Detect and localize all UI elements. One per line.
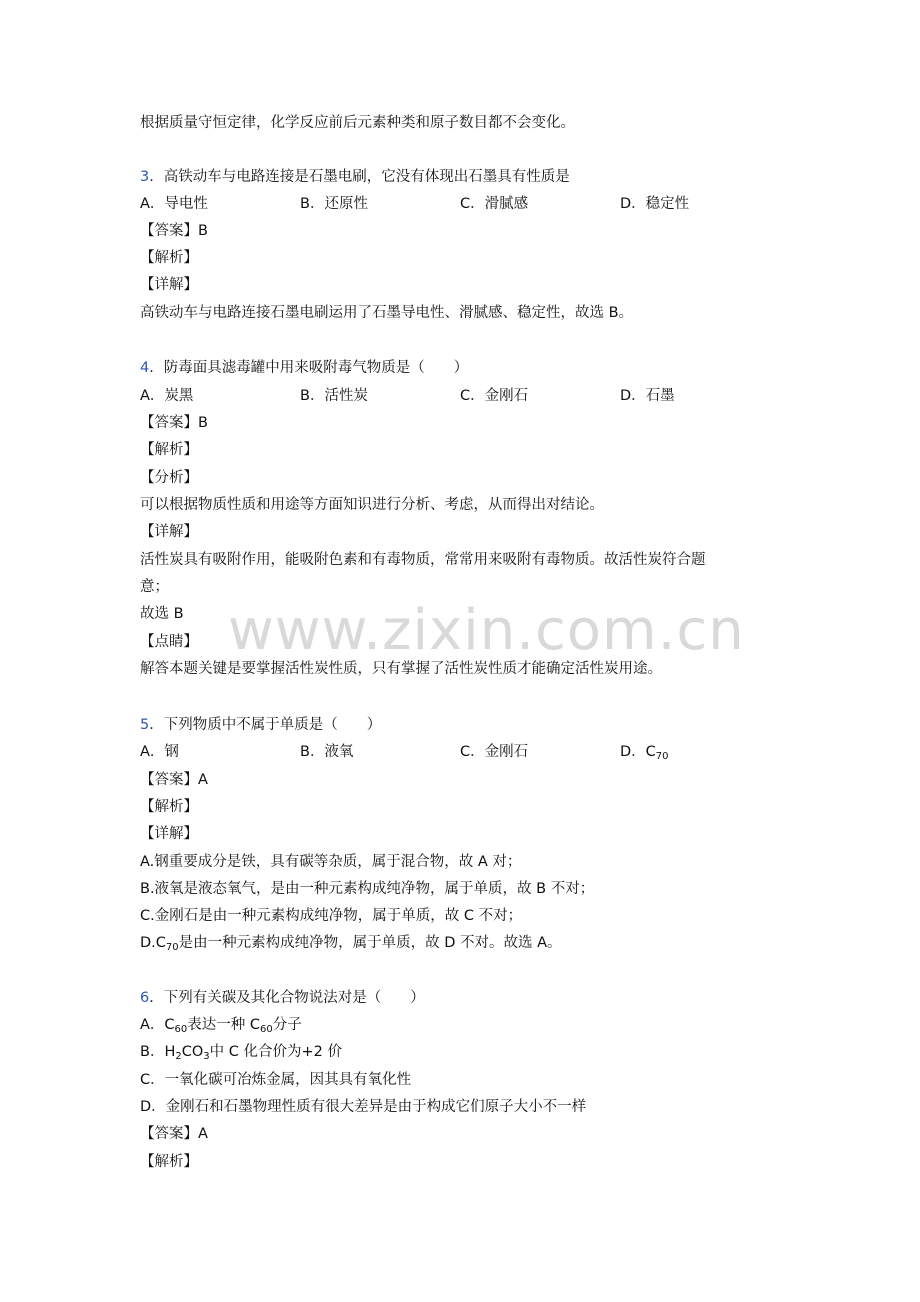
detail-line-b: B.液氧是液态氧气，是由一种元素构成纯净物，属于单质，故 B 不对； <box>140 881 595 897</box>
question-text: ．下列有关碳及其化合物说法对是（ ） <box>149 990 425 1006</box>
option-a: A．炭黑 <box>140 388 194 404</box>
option-b-start: B．H <box>140 1044 176 1060</box>
question-3-options <box>140 193 780 215</box>
question-number: 4 <box>140 360 150 376</box>
detail-line-c: C.金刚石是由一种元素构成纯净物，属于单质，故 C 不对； <box>140 908 523 924</box>
option-d: D．稳定性 <box>620 196 690 212</box>
subscript: 60 <box>174 1024 188 1035</box>
option-a: A．钢 <box>140 744 179 760</box>
analysis-label: 【解析】 <box>140 799 198 815</box>
choose-text: 故选 B <box>140 606 184 622</box>
detail-label: 【详解】 <box>140 277 198 293</box>
question-text: ．下列物质中不属于单质是（ ） <box>149 717 382 733</box>
option-c: C．一氧化碳可冶炼金属，因其具有氧化性 <box>140 1072 412 1088</box>
detail-line-d <box>140 932 562 954</box>
answer-label: 【答案】B <box>140 415 208 431</box>
option-c: C．滑腻感 <box>460 196 529 212</box>
option-b: B．还原性 <box>300 196 368 212</box>
option-c: C．金刚石 <box>460 388 529 404</box>
option-b-end: 中 C 化合价为+2 价 <box>209 1044 342 1060</box>
subscript: 2 <box>175 1051 182 1062</box>
option-d: D．石墨 <box>620 388 675 404</box>
option-a-middle: 表达一种 C <box>187 1017 261 1033</box>
fenxi-label: 【分析】 <box>140 470 198 486</box>
question-3-stem <box>140 166 570 188</box>
option-a <box>140 1014 302 1036</box>
detail-text-line-1: 活性炭具有吸附作用，能吸附色素和有毒物质，常常用来吸附有毒物质。故活性炭符合题 <box>140 552 706 568</box>
question-5-stem <box>140 714 381 736</box>
option-a-end: 分子 <box>272 1017 302 1033</box>
detail-line-d-start: D.C <box>140 935 166 951</box>
option-d <box>620 741 669 763</box>
option-a: A．导电性 <box>140 196 208 212</box>
question-4-stem <box>140 357 468 379</box>
question-text: ．防毒面具滤毒罐中用来吸附毒气物质是（ ） <box>149 360 469 376</box>
option-d: D．金刚石和石墨物理性质有很大差异是由于构成它们原子大小不一样 <box>140 1099 587 1115</box>
option-d-text: D．C <box>620 744 656 760</box>
subscript: 70 <box>655 751 669 762</box>
question-number: 3 <box>140 169 150 185</box>
question-6-stem <box>140 987 425 1009</box>
question-4-options <box>140 385 780 407</box>
dianjing-text: 解答本题关键是要掌握活性炭性质，只有掌握了活性炭性质才能确定活性炭用途。 <box>140 661 662 677</box>
option-b <box>140 1041 342 1063</box>
fenxi-text: 可以根据物质性质和用途等方面知识进行分析、考虑，从而得出对结论。 <box>140 497 604 513</box>
question-5-options <box>140 741 780 763</box>
detail-label: 【详解】 <box>140 524 198 540</box>
answer-label: 【答案】A <box>140 1126 208 1142</box>
subscript: 3 <box>203 1051 210 1062</box>
detail-text: 高铁动车与电路连接石墨电刷运用了石墨导电性、滑腻感、稳定性，故选 B。 <box>140 305 634 321</box>
dianjing-label: 【点睛】 <box>140 634 198 650</box>
answer-label: 【答案】A <box>140 772 208 788</box>
option-b-middle: CO <box>181 1044 204 1060</box>
detail-text-line-2: 意； <box>140 579 169 595</box>
watermark: www.zixin.com.cn <box>228 598 745 663</box>
analysis-label: 【解析】 <box>140 1154 198 1170</box>
subscript: 60 <box>260 1024 273 1035</box>
analysis-label: 【解析】 <box>140 250 198 266</box>
option-c: C．金刚石 <box>460 744 529 760</box>
intro-text: 根据质量守恒定律，化学反应前后元素种类和原子数目都不会变化。 <box>140 115 575 131</box>
question-number: 5 <box>140 717 150 733</box>
option-a-start: A．C <box>140 1017 175 1033</box>
answer-label: 【答案】B <box>140 223 208 239</box>
detail-line-d-end: 是由一种元素构成纯净物，属于单质，故 D 不对。故选 A。 <box>178 935 562 951</box>
analysis-label: 【解析】 <box>140 442 198 458</box>
question-text: ．高铁动车与电路连接是石墨电刷，它没有体现出石墨具有性质是 <box>149 169 570 185</box>
detail-label: 【详解】 <box>140 826 198 842</box>
subscript: 70 <box>165 942 179 953</box>
option-b: B．活性炭 <box>300 388 368 404</box>
detail-line-a: A.钢重要成分是铁，具有碳等杂质，属于混合物，故 A 对； <box>140 854 522 870</box>
option-b: B．液氧 <box>300 744 354 760</box>
question-number: 6 <box>140 990 150 1006</box>
